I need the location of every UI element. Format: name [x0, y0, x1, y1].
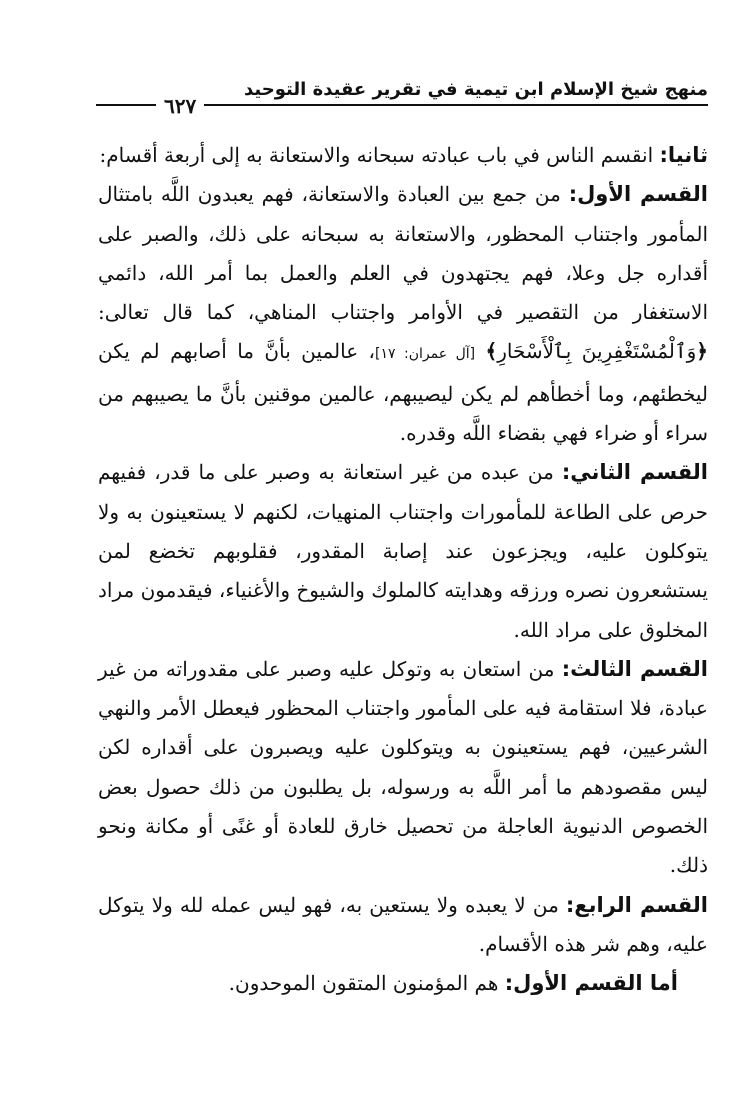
- quran-bracket-open: ﴿: [696, 339, 708, 364]
- body-text: [98, 136, 708, 1004]
- paragraph-lead: القسم الثالث:: [561, 656, 708, 681]
- paragraph-lead: ثانيا:: [659, 143, 708, 167]
- page-number: ٦٢٧: [156, 94, 204, 118]
- paragraph-section-3: [98, 650, 708, 886]
- quran-bracket-close: ﴾: [485, 339, 498, 364]
- paragraph-text: ، عالمين بأنَّ ما أصابهم لم يكن ليخطئهم، وما أخطأهم لم يكن ليصيبهم، عالمين موقنين بأنَّ ما يصيبهم من سراء أو ضراء فهي بقضاء اللَّه وقدره.: [98, 339, 708, 446]
- paragraph-lead: أما القسم الأول:: [504, 971, 678, 996]
- paragraph-text: من استعان به وتوكل عليه وصبر على مقدوراته من غير عبادة، فلا استقامة فيه على المأمور واجتناب المحظور فيعطل الأمر والنهي الشرعيين، فهم يستعينون به ويتوكلون عليه ويصبرون على أقداره لكن ليس مقصودهم ما أمر اللَّه به ورسوله، بل يطلبون من ذلك حصول بعض الخصوص الدنيوية العاجلة من تحصيل خارق للعادة أو غنًى أو مكانة ونحو ذلك.: [98, 656, 708, 878]
- paragraph-text: هم المؤمنون المتقون الموحدون.: [228, 971, 505, 996]
- paragraph-text: من جمع بين العبادة والاستعانة، فهم يعبدون اللَّه بامتثال المأمور واجتناب المحظور، والاستعانة به سبحانه على ذلك، والصبر على أقداره جل وعلا، فهم يجتهدون في العلم والعمل بما أمر الله، دائمي الاستغفار من التقصير في الأوامر واجتناب المناهي، كما قال تعالى:: [98, 182, 708, 325]
- running-header: [96, 78, 708, 118]
- header-rule-short: [96, 104, 148, 106]
- verse-citation: [آل عمران: ١٧]: [375, 346, 476, 363]
- paragraph-lead: القسم الرابع:: [565, 892, 708, 917]
- paragraph-text: من لا يعبده ولا يستعين به، فهو ليس عمله لله ولا يتوكل عليه، وهم شر هذه الأقسام.: [98, 892, 708, 956]
- paragraph-section-4: [98, 886, 708, 965]
- paragraph-closing: [98, 964, 708, 1003]
- paragraph-text: من عبده من غير استعانة به وصبر على ما قدر، ففيهم حرص على الطاعة للمأمورات واجتناب المنهيات، لكنهم لا يستعينون به ولا يتوكلون عليه، ويجزعون عند إصابة المقدور، فقلوبهم تخضع لمن يستشعرون نصره ورزقه وهدايته كالملوك والشيوخ والأغنياء، فيقدمون مراد المخلوق على مراد الله.: [98, 460, 708, 642]
- quran-verse: وَٱلْمُسْتَغْفِرِينَ بِٱلْأَسْحَارِ: [497, 339, 697, 364]
- paragraph-section-2: [98, 453, 708, 649]
- paragraph-section-1: [98, 175, 708, 453]
- paragraph-intro: [98, 136, 708, 175]
- paragraph-text: انقسم الناس في باب عبادته سبحانه والاستعانة به إلى أربعة أقسام:: [99, 143, 660, 167]
- paragraph-lead: القسم الأول:: [568, 182, 709, 207]
- book-title: منهج شيخ الإسلام ابن تيمية في تقرير عقيدة التوحيد: [244, 79, 708, 100]
- paragraph-lead: القسم الثاني:: [561, 460, 708, 485]
